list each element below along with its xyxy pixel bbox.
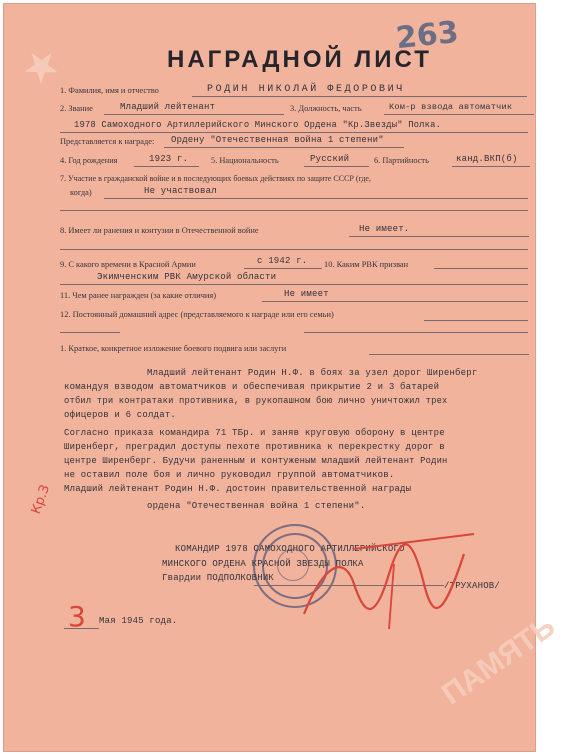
field-9-value: с 1942 г.	[257, 256, 308, 266]
field-7-label: 7. Участие в гражданской войне и в последующих боевых действиях по защите СССР (где,	[60, 174, 371, 183]
signature-line-3: Гвардии ПОДПОЛКОВНИК	[162, 573, 275, 583]
rule	[369, 354, 529, 355]
field-10-label: 10. Каким РВК призван	[324, 260, 409, 269]
field-10-value: Экимченским РВК Амурской области	[97, 272, 277, 282]
rule	[104, 114, 284, 115]
narrative-line: центре Ширенберг. Будучи раненным и контуженым младший лейтенант Родин	[64, 456, 448, 466]
narrative-line: Согласно приказа командира 71 ТБр. и заняв круговую оборону в центре	[64, 428, 445, 438]
presented-label: Представляется к награде:	[60, 137, 155, 146]
document-title: НАГРАДНОЙ ЛИСТ	[167, 46, 432, 73]
rule	[434, 268, 528, 269]
watermark: ★	[15, 39, 68, 94]
field-7-label-cont: когда)	[70, 188, 92, 197]
field-4-value: 1923 г.	[149, 154, 189, 164]
field-2-label: 2. Звание	[60, 104, 93, 113]
narrative-line: отбил три контратаки противника, в рукопашном бою лично уничтожил трех	[64, 396, 448, 406]
narrative-label: 1. Краткое, конкретное изложение боевого подвига или заслуги	[60, 344, 287, 353]
rule	[164, 147, 404, 148]
rule	[60, 332, 120, 333]
rule	[60, 249, 528, 250]
narrative-line: офицеров и 6 солдат.	[64, 410, 177, 420]
award-sheet	[3, 3, 562, 752]
signatory-name: /ТРУХАНОВ/	[444, 581, 501, 591]
rule	[104, 198, 528, 199]
narrative-line: ордена "Отечественная война 1 степени".	[147, 501, 366, 511]
narrative-line: командуя взводом автоматчиков и обеспечивая прикрытие 2 и 3 батарей	[64, 382, 440, 392]
signature-line-2: МИНСКОГО ОРДЕНА КРАСНОЙ ЗВЕЗДЫ ПОЛКА	[162, 559, 364, 569]
field-5-value: Русский	[310, 154, 350, 164]
rule	[349, 236, 529, 237]
rule	[304, 166, 369, 167]
signature-line-1: КОМАНДИР 1978 САМОХОДНОГО АРТИЛЛЕРИЙСКОГО	[175, 544, 405, 554]
rule	[424, 320, 528, 321]
rule	[64, 628, 99, 629]
signature-scribble	[294, 524, 484, 634]
field-4-label: 4. Год рождения	[60, 156, 118, 165]
field-1-value: РОДИН НИКОЛАЙ ФЕДОРОВИЧ	[207, 84, 405, 95]
field-3-value-unit: 1978 Самоходного Артиллерийского Минского Ордена "Кр.Звезды" Полка.	[74, 120, 442, 130]
field-11-label: 11. Чем ранее награжден (за какие отличия)	[60, 291, 217, 300]
date-day: 3	[68, 600, 86, 633]
field-3-value: Ком-р взвода автоматчик	[389, 102, 513, 112]
rule	[192, 96, 527, 97]
field-8-label: 8. Имеет ли ранения и контузии в Отечественной войне	[60, 226, 259, 235]
rule	[60, 284, 528, 285]
field-9-label: 9. С какого времени в Красной Армии	[60, 260, 196, 269]
narrative-line: не оставил поле боя и лично руководил группой автоматчиков.	[64, 470, 395, 480]
rule	[134, 166, 199, 167]
field-1-label: 1. Фамилия, имя и отчество	[60, 86, 159, 95]
rule	[262, 301, 528, 302]
field-8-value: Не имеет.	[359, 224, 410, 234]
field-12-label: 12. Постоянный домашний адрес (представляемого к награде или его семьи)	[60, 310, 334, 319]
narrative-line: Младший лейтенант Родин Н.Ф. в боях за узел дорог Ширенберг	[147, 368, 478, 378]
presented-value: Ордену "Отечественная война 1 степени"	[171, 135, 384, 145]
narrative-line: Ширенберг, преградил доступы пехоте противника к перекрестку дорог в	[64, 442, 445, 452]
field-6-value: канд.ВКП(б)	[456, 154, 518, 164]
field-6-label: 6. Партийность	[374, 156, 429, 165]
rule	[452, 166, 530, 167]
watermark: ПАМЯТЬ	[435, 609, 562, 712]
field-7-value: Не участвовал	[144, 186, 217, 196]
rule	[384, 114, 534, 115]
rule	[60, 132, 528, 133]
rule	[244, 268, 322, 269]
narrative-line: Младший лейтенант Родин Н.Ф. достоин правительственной награды	[64, 484, 412, 494]
field-3-label: 3. Должность, часть	[290, 104, 362, 113]
handwritten-number: 263	[394, 14, 461, 57]
field-5-label: 5. Национальность	[211, 156, 279, 165]
rule	[60, 210, 528, 211]
date-text: Мая 1945 года.	[99, 616, 178, 626]
field-2-value: Младший лейтенант	[120, 102, 216, 112]
margin-note: Кр.З	[28, 482, 54, 517]
rule	[304, 332, 528, 333]
field-11-value: Не имеет	[284, 289, 329, 299]
